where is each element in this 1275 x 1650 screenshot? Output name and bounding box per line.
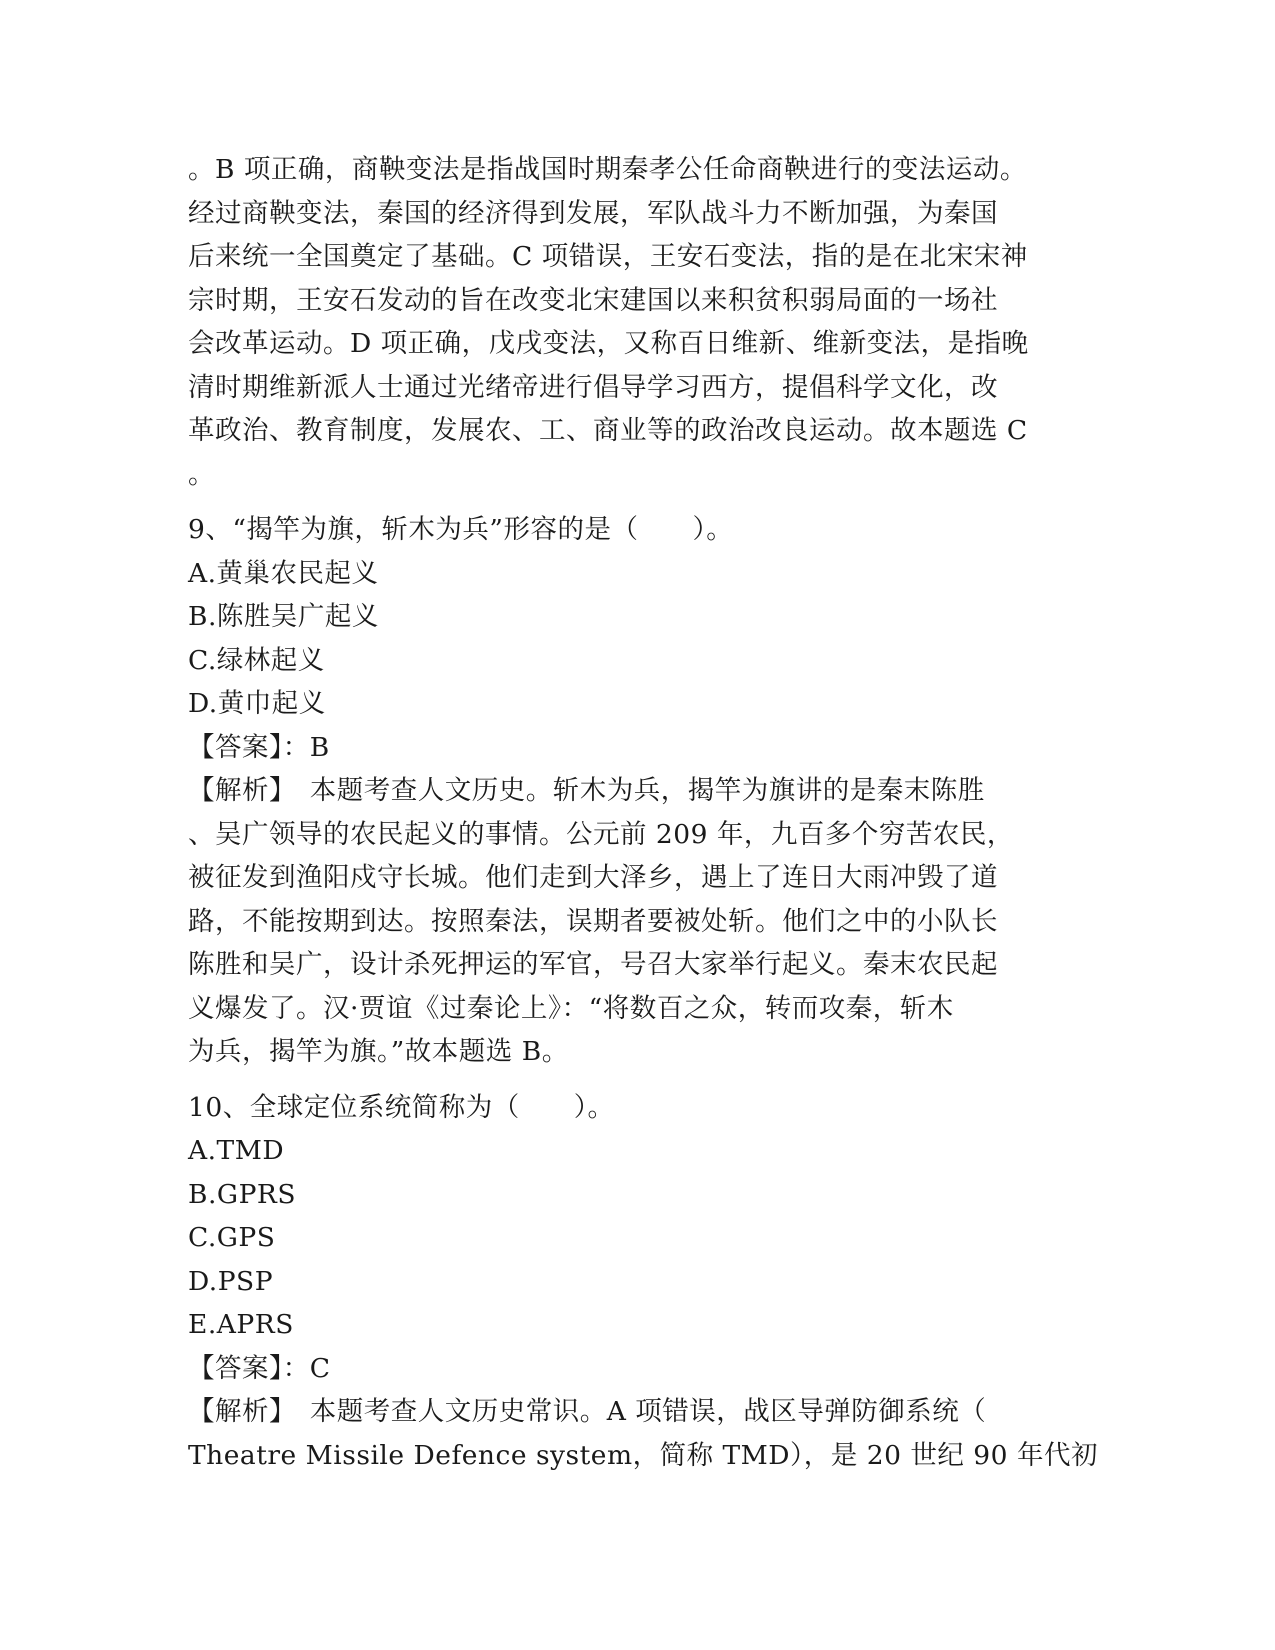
text-line: 经过商鞅变法，秦国的经济得到发展，军队战斗力不断加强，为秦国 (188, 197, 998, 229)
option-c: C.绿林起义 (188, 644, 325, 676)
question-text: 10、全球定位系统简称为（ ）。 (188, 1091, 615, 1123)
explanation-line: Theatre Missile Defence system，简称 TMD），是 20 世纪 90 年代初 (188, 1439, 1098, 1471)
explanation-line: 路，不能按期到达。按照秦法，误期者要被处斩。他们之中的小队长 (188, 905, 998, 937)
text-line: 宗时期，王安石发动的旨在改变北宋建国以来积贫积弱局面的一场社 (188, 284, 998, 316)
explanation-line: 【解析】 本题考查人文历史常识。A 项错误，战区导弹防御系统（ (188, 1396, 987, 1427)
explanation-line: 被征发到渔阳戍守长城。他们走到大泽乡，遇上了连日大雨冲毁了道 (188, 862, 998, 893)
text-line: 。B 项正确，商鞅变法是指战国时期秦孝公任命商鞅进行的变法运动。 (188, 154, 1027, 185)
option-d: D.PSP (188, 1265, 274, 1297)
text-line: 会改革运动。D 项正确，戊戌变法，又称百日维新、维新变法，是指晚 (188, 328, 1029, 359)
answer-line: 【答案】：B (188, 731, 330, 763)
explanation-line: 【解析】 本题考查人文历史。斩木为兵，揭竿为旗讲的是秦末陈胜 (188, 775, 985, 806)
text-line: 后来统一全国奠定了基础。C 项错误，王安石变法，指的是在北宋宋神 (188, 241, 1028, 272)
question-9 (188, 508, 1088, 1074)
option-a: A.黄巢农民起义 (188, 557, 379, 589)
text-line: 。 (188, 458, 215, 490)
previous-explanation (188, 148, 1088, 496)
answer-line: 【答案】：C (188, 1352, 331, 1384)
text-line: 清时期维新派人士通过光绪帝进行倡导学习西方，提倡科学文化，改 (188, 371, 998, 403)
document-page (188, 148, 1098, 1477)
text-line: 革政治、教育制度，发展农、工、商业等的政治改良运动。故本题选 C (188, 415, 1028, 446)
explanation-line: 、吴广领导的农民起义的事情。公元前 209 年，九百多个穷苦农民， (188, 818, 1014, 850)
option-d: D.黄巾起义 (188, 688, 326, 719)
option-b: B.陈胜吴广起义 (188, 601, 379, 632)
option-b: B.GPRS (188, 1178, 297, 1210)
option-e: E.APRS (188, 1309, 294, 1340)
option-c: C.GPS (188, 1222, 276, 1253)
option-a: A.TMD (188, 1135, 285, 1166)
explanation-line: 陈胜和吴广，设计杀死押运的军官，号召大家举行起义。秦末农民起 (188, 949, 998, 980)
question-text: 9、“揭竿为旗，斩木为兵”形容的是（ ）。 (188, 514, 734, 545)
explanation-line: 为兵，揭竿为旗。”故本题选 B。 (188, 1036, 569, 1067)
question-10 (188, 1086, 1098, 1478)
explanation-line: 义爆发了。汉·贾谊《过秦论上》：“将数百之众，转而攻秦，斩木 (188, 992, 954, 1024)
